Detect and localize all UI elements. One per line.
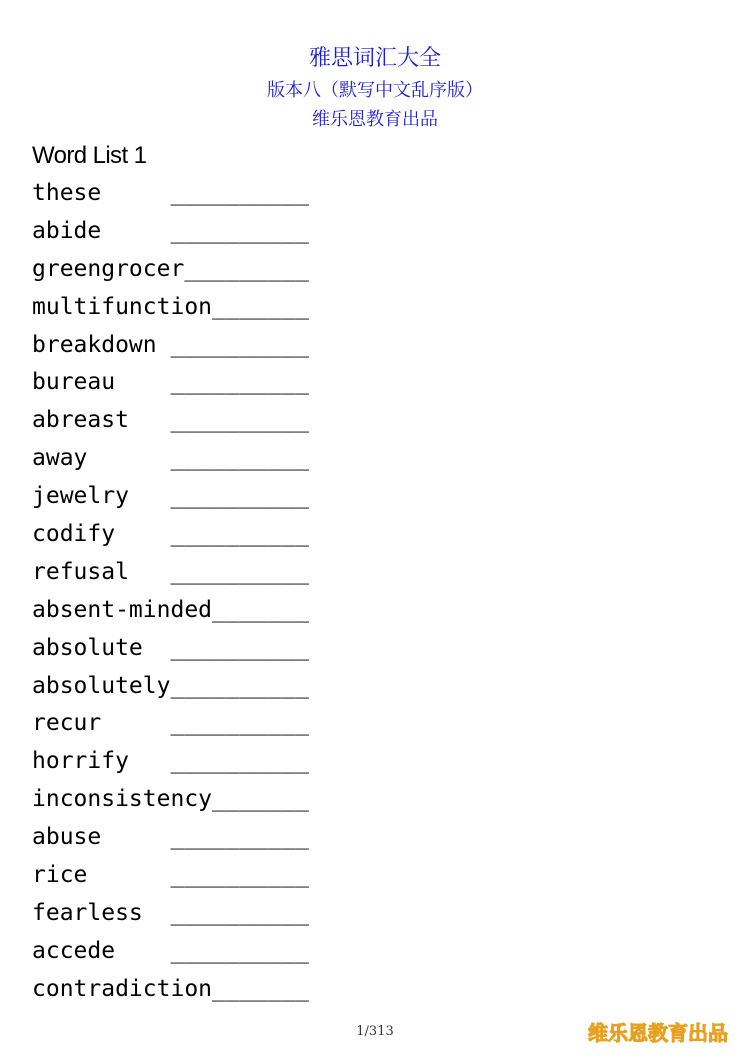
page-number: 1/313 — [356, 1024, 394, 1039]
word-row: jewelry __________ — [32, 483, 309, 510]
word-list-heading: Word List 1 — [32, 142, 147, 169]
word-row: away __________ — [32, 445, 309, 472]
publisher-watermark: 维乐恩教育出品 — [588, 1021, 728, 1045]
publisher-line: 维乐恩教育出品 — [312, 109, 438, 130]
word-list — [32, 175, 309, 1009]
word-row: contradiction_______ — [32, 975, 309, 1002]
word-row: refusal __________ — [32, 558, 309, 585]
word-row: breakdown __________ — [32, 331, 309, 358]
document-title: 雅思词汇大全 — [308, 46, 441, 71]
word-row: multifunction_______ — [32, 293, 309, 320]
word-row: rice __________ — [32, 862, 309, 889]
word-row: fearless __________ — [32, 899, 309, 926]
word-row: abide __________ — [32, 217, 309, 244]
word-row: codify __________ — [32, 521, 309, 548]
word-row: bureau __________ — [32, 369, 309, 396]
word-row: greengrocer_________ — [32, 255, 309, 282]
word-row: inconsistency_______ — [32, 786, 309, 813]
word-row: accede __________ — [32, 937, 309, 964]
word-row: absolute __________ — [32, 634, 309, 661]
document-subtitle: 版本八（默写中文乱序版） — [267, 80, 483, 101]
word-row: these __________ — [32, 180, 309, 206]
word-row: absolutely__________ — [32, 672, 309, 699]
word-row: recur __________ — [32, 710, 309, 737]
word-row: abreast __________ — [32, 407, 309, 434]
word-row: absent-minded_______ — [32, 596, 309, 623]
word-row: abuse __________ — [32, 824, 309, 851]
word-row: horrify __________ — [32, 748, 309, 775]
